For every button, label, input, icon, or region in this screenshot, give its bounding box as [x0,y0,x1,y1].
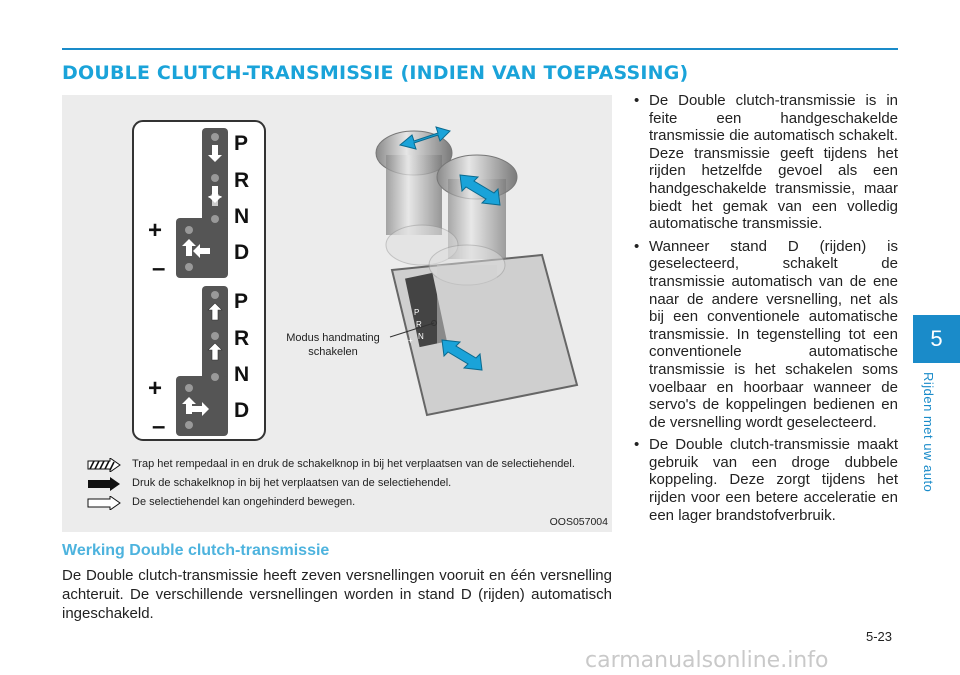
section-title: DOUBLE CLUTCH-TRANSMISSIE (INDIEN VAN TOEPASSING) [62,62,689,84]
gear-d-top: D [234,241,250,264]
legend-text-2: Druk de schakelknop in bij het verplaatsen van de selectiehendel. [132,477,452,489]
solid-arrow-icon [86,477,122,491]
figure-code: OOS057004 [549,516,608,528]
legend-row [86,495,586,510]
gear-d-bottom: D [234,399,250,422]
gate-letter-r: R [416,320,422,329]
list-item [632,92,898,233]
gear-n-top: N [234,205,250,228]
gate-letter-n: N [418,332,424,341]
page-number: 5-23 [866,629,893,644]
shift-lever-figure [62,95,612,532]
chapter-tab[interactable]: 5 [913,315,960,363]
bullet-icon: • [634,436,640,454]
gear-r-top: R [234,169,250,192]
gear-knob-illustration [342,115,602,435]
subheading: Werking Double clutch-transmissie [62,542,330,559]
plus-top: + [148,217,163,244]
shift-pattern-diagram [132,120,266,441]
outline-arrow-icon [86,496,122,510]
bullet-list [632,92,898,529]
minus-bottom: – [152,413,166,440]
watermark: carmanualsonline.info [585,648,829,673]
minus-top: – [152,255,166,282]
bullet-icon: • [634,237,640,255]
bullet-text: Wanneer stand D (rijden) is geselecteerd, schakelt de transmissie automatisch van de ene naar de andere versnelling, net als bij een conventionele automatische transmissie. In tegenstelling tot een conventionele automatische transmissie is het schakelen soms voelbaar en hoorbaar wanneer de servo's de koppelingen bedienen en de versnelling wordt geselecteerd. [649,237,898,431]
bullet-text: De Double clutch-transmissie maakt gebruik van een droge dubbele koppeling. Deze zorgt tijdens het rijden voor een betere acceleratie en een lager brandstofverbruik. [649,436,898,524]
bullet-text: De Double clutch-transmissie is in feite een handgeschakelde transmissie die automatisch schakelt. Deze transmissie geeft tijdens het rijden hetzelfde gevoel als een handgeschakelde transmissie, maar biedt het gemak van een volledig automatische transmissie. [649,92,898,233]
legend-text-3: De selectiehendel kan ongehinderd bewegen. [132,496,356,508]
callout-manual-mode: Modus handmating schakelen [286,332,380,358]
legend-text-1: Trap het rempedaal in en druk de schakelknop in bij het verplaatsen van de selectiehendel. [132,458,575,470]
legend-row [86,476,586,491]
gate-letter-p: P [414,308,420,317]
plus-bottom: + [148,375,163,402]
chapter-label-text: Rijden met uw auto [921,372,936,493]
gear-n-bottom: N [234,363,250,386]
gate-letter-plus: + [408,336,413,345]
figure-legend [86,457,586,514]
bullet-icon: • [634,92,640,109]
header-rule [62,48,898,50]
gear-p-bottom: P [234,290,249,313]
gear-p-top: P [234,132,249,155]
list-item [632,436,898,524]
body-paragraph: De Double clutch-transmissie heeft zeven versnellingen vooruit en één versnelling achteruit. De verschillende versnellingen worden in stand D (rijden) automatisch ingeschakeld. [62,567,612,622]
legend-row [86,457,586,472]
list-item [632,238,898,432]
gear-r-bottom: R [234,327,250,350]
striped-arrow-icon [86,458,122,472]
